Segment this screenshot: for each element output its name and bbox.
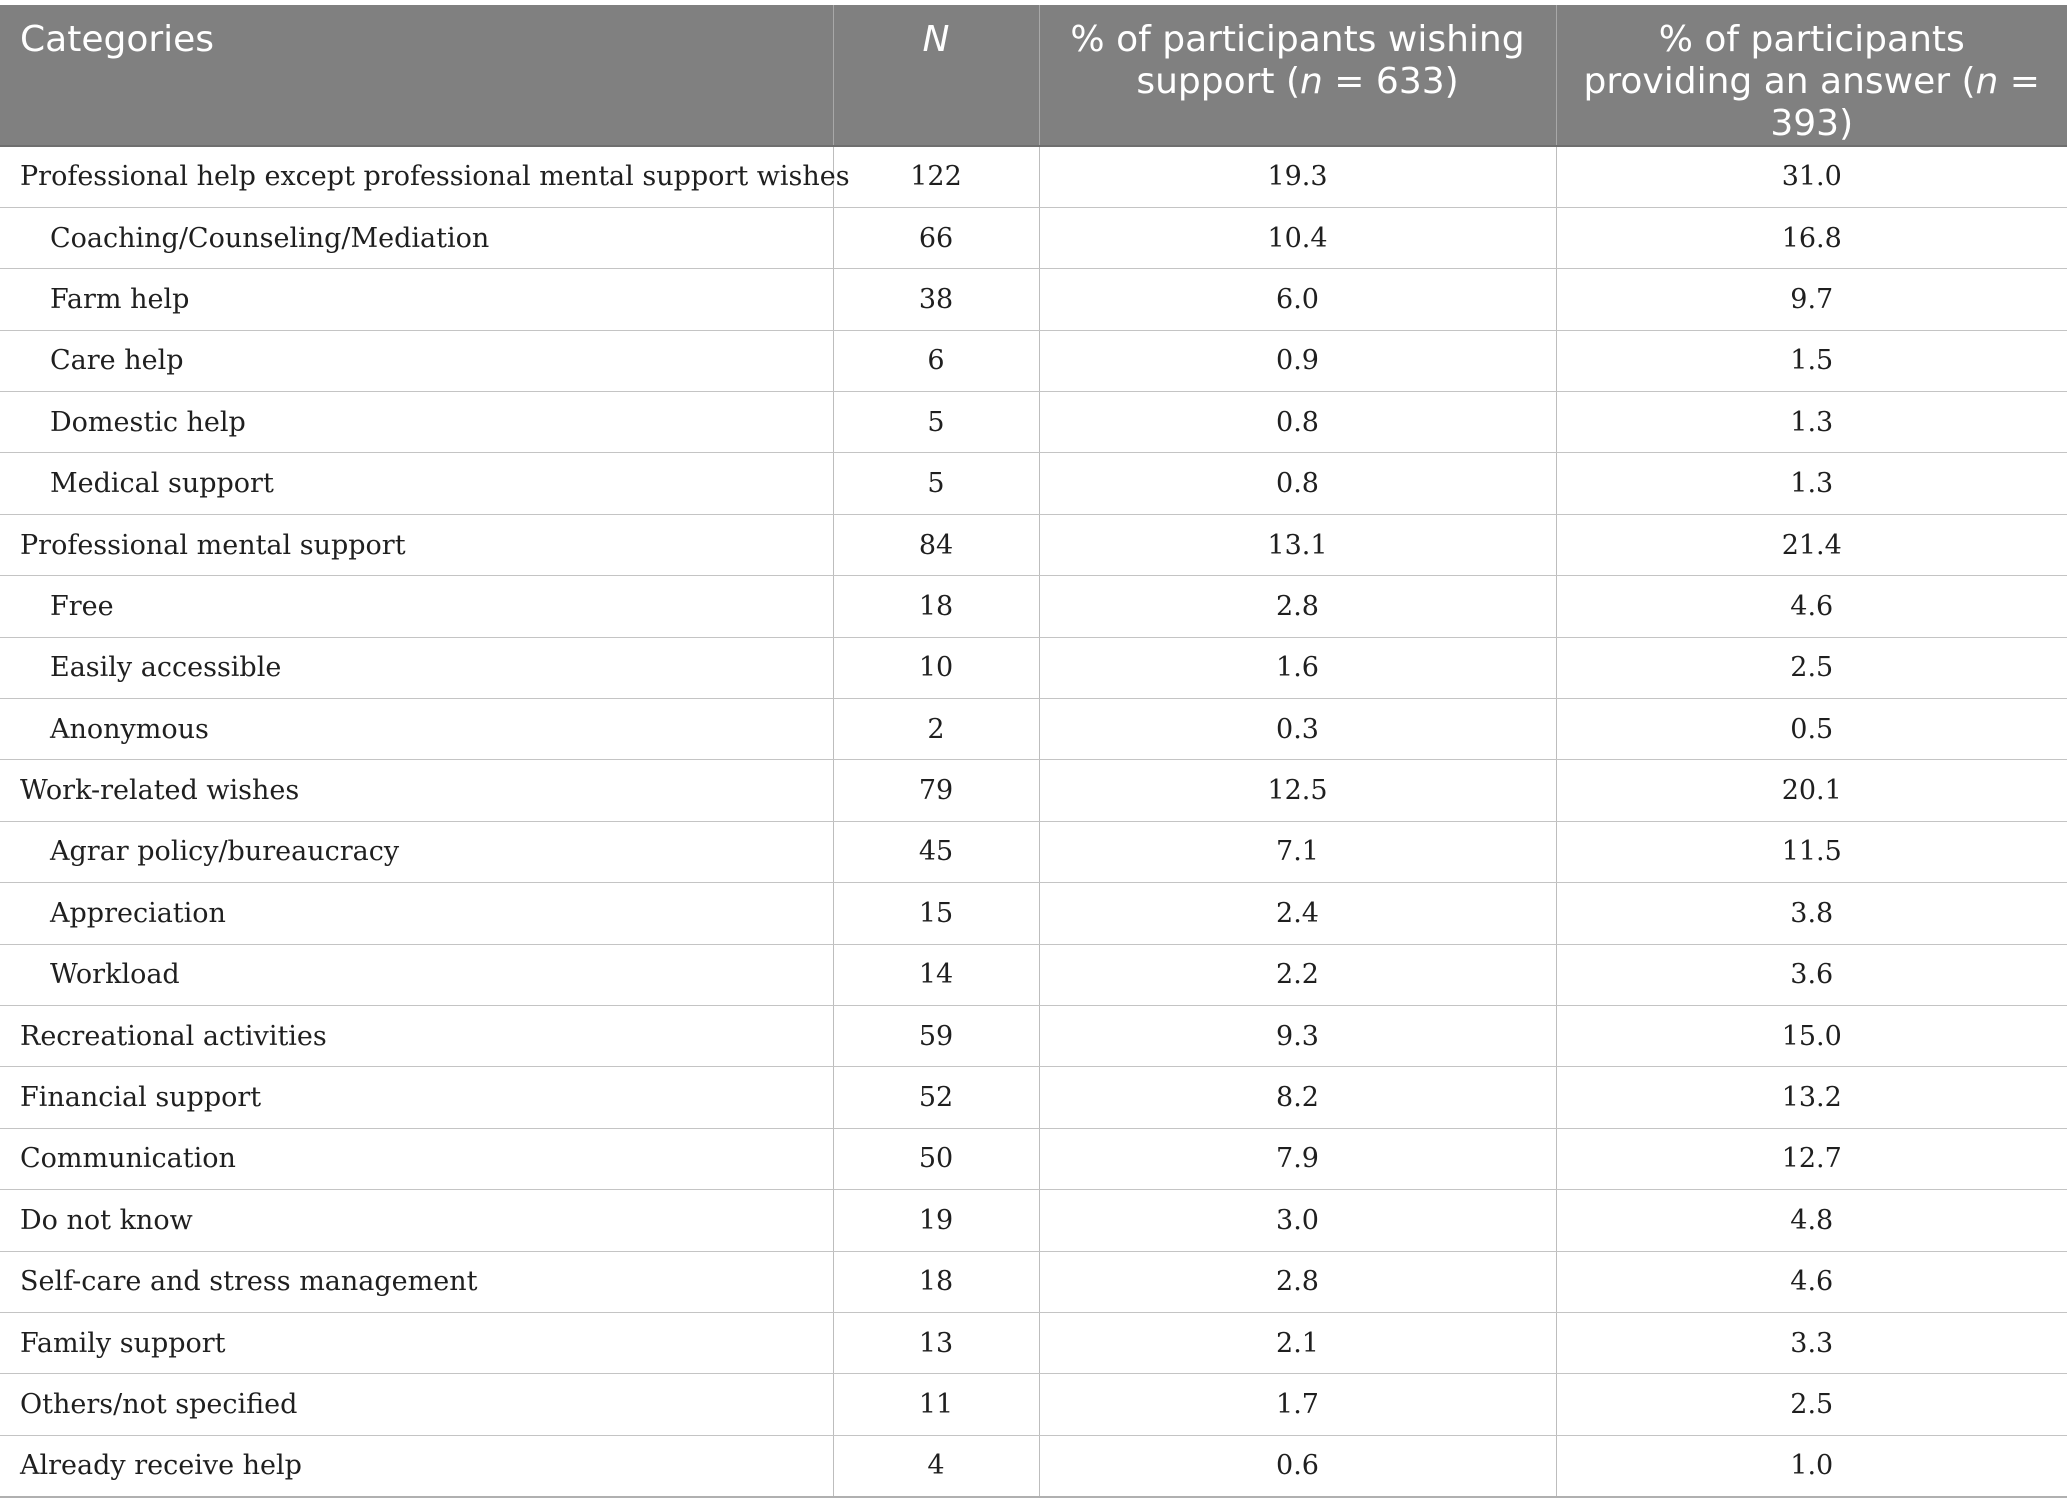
pct-support-cell: 7.1 bbox=[1039, 821, 1556, 882]
n-cell: 5 bbox=[833, 453, 1039, 514]
category-cell: Care help bbox=[0, 330, 833, 391]
n-cell: 18 bbox=[833, 1251, 1039, 1312]
n-cell: 15 bbox=[833, 883, 1039, 944]
header-row bbox=[0, 5, 2067, 146]
pct-answer-cell: 31.0 bbox=[1556, 146, 2067, 207]
header-pct-answer-var: n bbox=[1975, 61, 1999, 102]
n-cell: 11 bbox=[833, 1374, 1039, 1435]
pct-support-cell: 6.0 bbox=[1039, 269, 1556, 330]
table-row bbox=[0, 207, 2067, 268]
pct-support-cell: 0.6 bbox=[1039, 1435, 1556, 1496]
table-row bbox=[0, 1374, 2067, 1435]
category-cell: Medical support bbox=[0, 453, 833, 514]
header-pct-support-var: n bbox=[1300, 61, 1323, 102]
n-cell: 79 bbox=[833, 760, 1039, 821]
table-row bbox=[0, 514, 2067, 575]
n-cell: 50 bbox=[833, 1128, 1039, 1189]
category-cell: Work-related wishes bbox=[0, 760, 833, 821]
pct-support-cell: 10.4 bbox=[1039, 207, 1556, 268]
pct-answer-cell: 1.0 bbox=[1556, 1435, 2067, 1496]
pct-support-cell: 0.8 bbox=[1039, 453, 1556, 514]
pct-support-cell: 0.8 bbox=[1039, 392, 1556, 453]
header-pct-providing-answer bbox=[1556, 5, 2067, 146]
pct-support-cell: 13.1 bbox=[1039, 514, 1556, 575]
category-cell: Do not know bbox=[0, 1190, 833, 1251]
pct-answer-cell: 12.7 bbox=[1556, 1128, 2067, 1189]
category-cell: Communication bbox=[0, 1128, 833, 1189]
header-pct-support-text: % of participants wishing support ( bbox=[1070, 19, 1525, 102]
pct-support-cell: 3.0 bbox=[1039, 1190, 1556, 1251]
category-cell: Family support bbox=[0, 1312, 833, 1373]
pct-answer-cell: 20.1 bbox=[1556, 760, 2067, 821]
n-cell: 10 bbox=[833, 637, 1039, 698]
header-pct-answer-text: % of participants providing an answer ( bbox=[1583, 19, 1976, 102]
category-cell: Anonymous bbox=[0, 699, 833, 760]
category-cell: Domestic help bbox=[0, 392, 833, 453]
pct-answer-cell: 4.8 bbox=[1556, 1190, 2067, 1251]
category-cell: Farm help bbox=[0, 269, 833, 330]
table-row bbox=[0, 1190, 2067, 1251]
table-row bbox=[0, 146, 2067, 207]
table-row bbox=[0, 1067, 2067, 1128]
category-cell: Already receive help bbox=[0, 1435, 833, 1496]
n-cell: 6 bbox=[833, 330, 1039, 391]
category-cell: Coaching/Counseling/Mediation bbox=[0, 207, 833, 268]
pct-answer-cell: 9.7 bbox=[1556, 269, 2067, 330]
pct-support-cell: 9.3 bbox=[1039, 1005, 1556, 1066]
pct-answer-cell: 2.5 bbox=[1556, 637, 2067, 698]
pct-support-cell: 0.9 bbox=[1039, 330, 1556, 391]
n-cell: 38 bbox=[833, 269, 1039, 330]
table-row bbox=[0, 1128, 2067, 1189]
table-row bbox=[0, 821, 2067, 882]
n-cell: 13 bbox=[833, 1312, 1039, 1373]
header-pct-support-count: = 633) bbox=[1322, 61, 1459, 102]
pct-support-cell: 0.3 bbox=[1039, 699, 1556, 760]
pct-answer-cell: 4.6 bbox=[1556, 1251, 2067, 1312]
pct-answer-cell: 3.6 bbox=[1556, 944, 2067, 1005]
n-cell: 18 bbox=[833, 576, 1039, 637]
pct-answer-cell: 13.2 bbox=[1556, 1067, 2067, 1128]
pct-support-cell: 2.4 bbox=[1039, 883, 1556, 944]
table-row bbox=[0, 637, 2067, 698]
pct-answer-cell: 1.5 bbox=[1556, 330, 2067, 391]
pct-support-cell: 12.5 bbox=[1039, 760, 1556, 821]
pct-answer-cell: 1.3 bbox=[1556, 392, 2067, 453]
n-cell: 2 bbox=[833, 699, 1039, 760]
pct-answer-cell: 3.3 bbox=[1556, 1312, 2067, 1373]
pct-support-cell: 2.8 bbox=[1039, 1251, 1556, 1312]
table-row bbox=[0, 883, 2067, 944]
category-cell: Professional mental support bbox=[0, 514, 833, 575]
pct-answer-cell: 0.5 bbox=[1556, 699, 2067, 760]
category-cell: Financial support bbox=[0, 1067, 833, 1128]
category-cell: Recreational activities bbox=[0, 1005, 833, 1066]
category-cell: Professional help except professional mental support wishes bbox=[0, 146, 833, 207]
n-cell: 5 bbox=[833, 392, 1039, 453]
pct-support-cell: 1.6 bbox=[1039, 637, 1556, 698]
pct-support-cell: 2.8 bbox=[1039, 576, 1556, 637]
table-row bbox=[0, 269, 2067, 330]
table-row bbox=[0, 576, 2067, 637]
pct-support-cell: 2.2 bbox=[1039, 944, 1556, 1005]
table-row bbox=[0, 1435, 2067, 1496]
pct-answer-cell: 11.5 bbox=[1556, 821, 2067, 882]
support-wishes-table bbox=[0, 5, 2067, 1498]
n-cell: 4 bbox=[833, 1435, 1039, 1496]
header-pct-answer-count: = 393) bbox=[1770, 61, 2040, 144]
table-row bbox=[0, 453, 2067, 514]
category-cell: Agrar policy/bureaucracy bbox=[0, 821, 833, 882]
pct-answer-cell: 1.3 bbox=[1556, 453, 2067, 514]
support-wishes-table-container bbox=[0, 5, 2067, 1498]
pct-answer-cell: 21.4 bbox=[1556, 514, 2067, 575]
table-row bbox=[0, 330, 2067, 391]
pct-answer-cell: 4.6 bbox=[1556, 576, 2067, 637]
category-cell: Appreciation bbox=[0, 883, 833, 944]
n-cell: 122 bbox=[833, 146, 1039, 207]
table-row bbox=[0, 1005, 2067, 1066]
table-header bbox=[0, 5, 2067, 146]
header-n-label: N bbox=[922, 19, 950, 60]
category-cell: Others/not specified bbox=[0, 1374, 833, 1435]
pct-support-cell: 1.7 bbox=[1039, 1374, 1556, 1435]
pct-support-cell: 8.2 bbox=[1039, 1067, 1556, 1128]
table-body bbox=[0, 146, 2067, 1497]
category-cell: Self-care and stress management bbox=[0, 1251, 833, 1312]
category-cell: Workload bbox=[0, 944, 833, 1005]
pct-support-cell: 2.1 bbox=[1039, 1312, 1556, 1373]
pct-answer-cell: 16.8 bbox=[1556, 207, 2067, 268]
category-cell: Easily accessible bbox=[0, 637, 833, 698]
category-cell: Free bbox=[0, 576, 833, 637]
n-cell: 66 bbox=[833, 207, 1039, 268]
table-row bbox=[0, 760, 2067, 821]
pct-answer-cell: 15.0 bbox=[1556, 1005, 2067, 1066]
n-cell: 19 bbox=[833, 1190, 1039, 1251]
n-cell: 59 bbox=[833, 1005, 1039, 1066]
table-row bbox=[0, 699, 2067, 760]
header-categories: Categories bbox=[0, 5, 833, 146]
n-cell: 14 bbox=[833, 944, 1039, 1005]
pct-answer-cell: 3.8 bbox=[1556, 883, 2067, 944]
table-row bbox=[0, 392, 2067, 453]
header-pct-wishing-support bbox=[1039, 5, 1556, 146]
pct-answer-cell: 2.5 bbox=[1556, 1374, 2067, 1435]
header-n bbox=[833, 5, 1039, 146]
table-row bbox=[0, 1251, 2067, 1312]
table-row bbox=[0, 1312, 2067, 1373]
pct-support-cell: 7.9 bbox=[1039, 1128, 1556, 1189]
pct-support-cell: 19.3 bbox=[1039, 146, 1556, 207]
table-row bbox=[0, 944, 2067, 1005]
n-cell: 45 bbox=[833, 821, 1039, 882]
n-cell: 84 bbox=[833, 514, 1039, 575]
n-cell: 52 bbox=[833, 1067, 1039, 1128]
